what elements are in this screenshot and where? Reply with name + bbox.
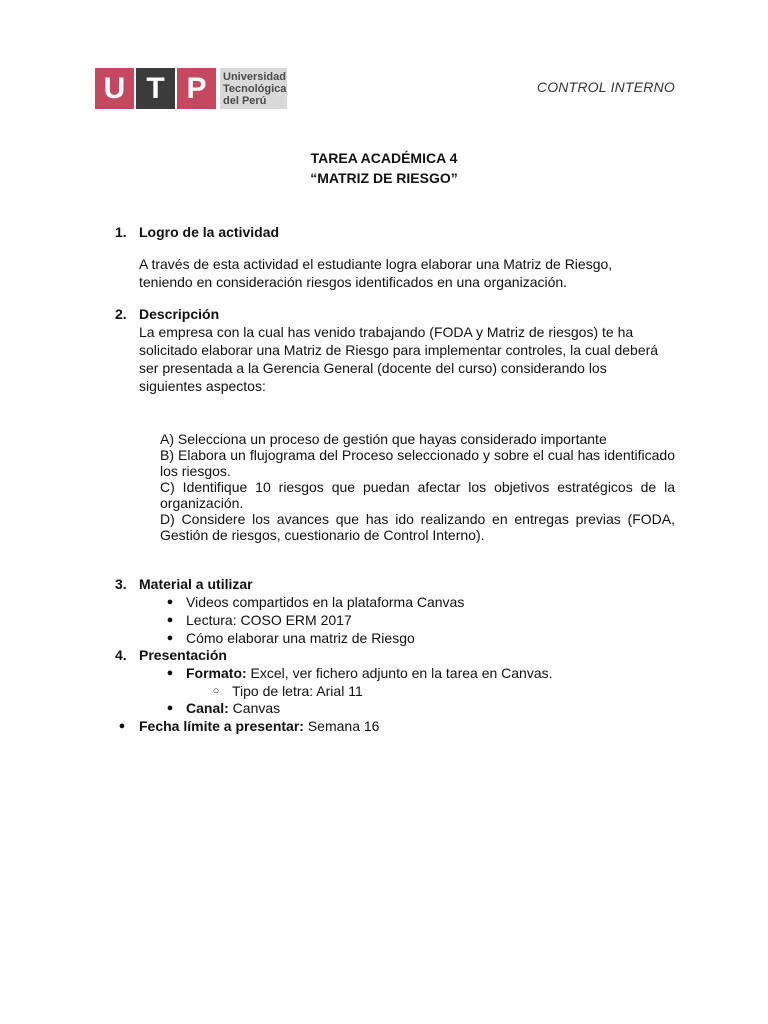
document-subtitle: “MATRIZ DE RIESGO” [310,170,458,186]
logo-university-name [220,68,287,109]
descripcion-line: siguientes aspectos: [139,378,266,394]
course-name: CONTROL INTERNO [536,79,675,95]
bullet-icon: ● [166,632,174,644]
section-number: 2. [115,306,127,322]
formato-value: Excel, ver fichero adjunto en la tarea en Canvas. [246,665,553,681]
section-number: 3. [115,576,127,592]
aspect-item: B) Elabora un flujograma del Proceso seleccionado y sobre el cual has identificado los riesgos. [160,447,675,479]
aspect-item: A) Selecciona un proceso de gestión que hayas considerado importante [160,431,607,447]
logo-name-line: Universidad [223,71,286,83]
bullet-icon: ● [166,596,174,608]
section-heading-material: Material a utilizar [139,576,253,592]
bullet-icon: ● [166,667,174,679]
descripcion-line: ser presentada a la Gerencia General (docente del curso) considerando los [139,360,607,376]
fecha-limite [139,717,379,735]
canal-label: Canal: [186,700,229,716]
section-heading-presentacion: Presentación [139,647,227,663]
logo-letter-p: P [177,68,216,109]
material-item: Lectura: COSO ERM 2017 [186,612,352,628]
section-heading-descripcion: Descripción [139,306,220,322]
bullet-icon: ● [166,614,174,626]
descripcion-line: La empresa con la cual has venido trabajando (FODA y Matriz de riesgos) te ha [139,324,634,340]
canal-value: Canvas [228,700,281,716]
formato-item [186,664,553,682]
canal-item [186,699,280,717]
utp-logo [95,68,287,109]
sub-bullet-icon: ○ [212,685,220,697]
aspect-item: D) Considere los avances que has ido realizando en entregas previas (FODA, Gestión de riesgos, cuestionario de Control Interno). [160,511,675,543]
bullet-icon: ● [166,702,174,714]
logro-line: teniendo en consideración riesgos identificados en una organización. [139,274,568,290]
aspect-item: C) Identifique 10 riesgos que puedan afectar los objetivos estratégicos de la organización. [160,479,675,511]
logo-letter-t: T [136,68,175,109]
logo-letter-u: U [95,68,134,109]
fecha-value: Semana 16 [303,718,380,734]
fecha-label: Fecha límite a presentar: [139,718,304,734]
logo-name-line: Tecnológica [223,83,287,95]
formato-label: Formato: [186,665,247,681]
section-heading-logro: Logro de la actividad [139,224,280,240]
tipo-letra-item: Tipo de letra: Arial 11 [232,683,363,699]
material-item: Videos compartidos en la plataforma Canvas [186,594,465,610]
document-title: TAREA ACADÉMICA 4 [310,150,458,166]
material-item: Cómo elaborar una matriz de Riesgo [186,630,415,646]
section-number: 4. [115,647,127,663]
descripcion-line: solicitado elaborar una Matriz de Riesgo para implementar controles, la cual deberá [139,342,659,358]
section-number: 1. [115,224,127,240]
logo-name-line: del Perú [223,95,267,107]
bullet-icon: ● [118,720,126,732]
logro-line: A través de esta actividad el estudiante logra elaborar una Matriz de Riesgo, [139,256,613,272]
